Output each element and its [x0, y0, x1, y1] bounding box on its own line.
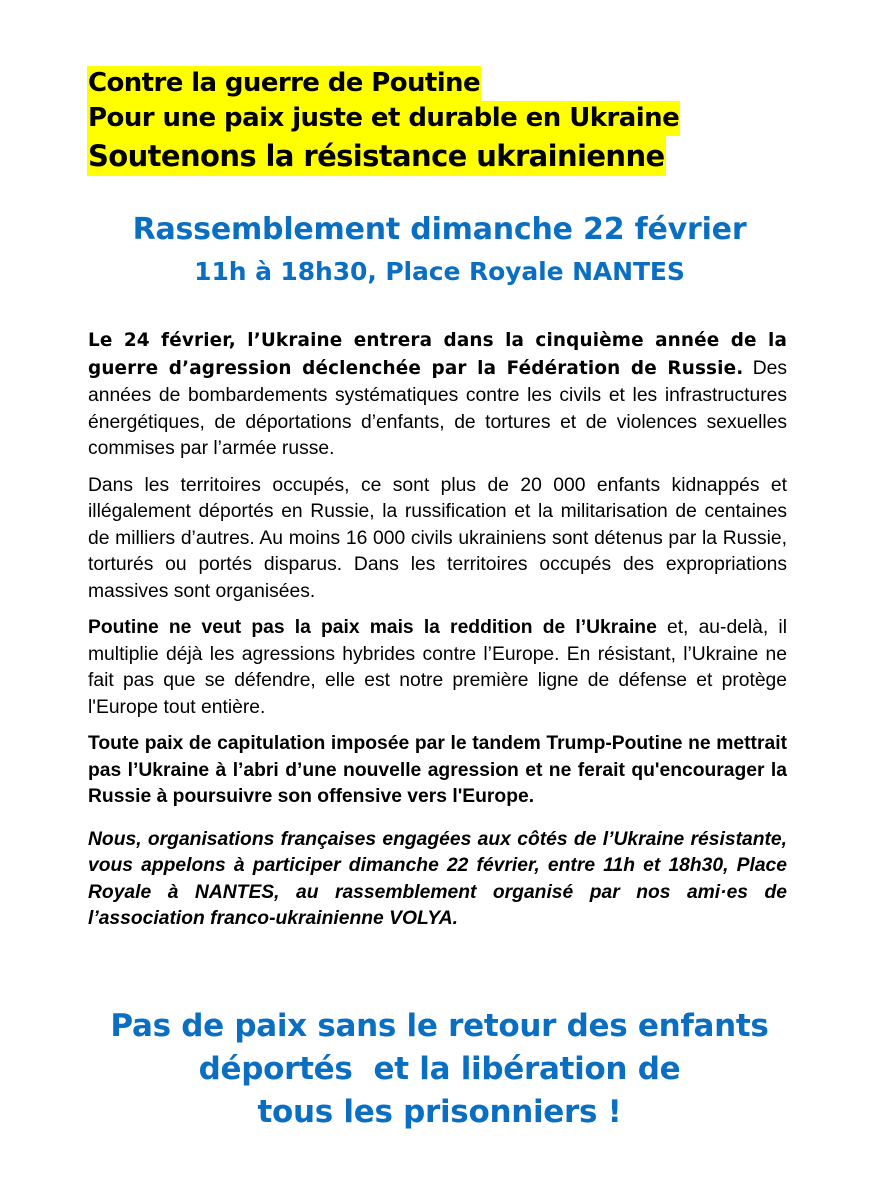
paragraph-3 — [88, 615, 787, 721]
paragraph-5: Nous, organisations françaises engagées aux côtés de l’Ukraine résistante, vous appelons à participer dimanche 22 février, entre 11h et 18h30, Place Royale à NANTES, au rassemblement organisé par nos ami·es de l’association franco-ukrainienne VOLYA. — [88, 828, 787, 929]
event-title: Rassemblement dimanche 22 février — [132, 212, 747, 247]
closing-slogan — [0, 1005, 879, 1134]
paragraph-3-bold: Poutine ne veut pas la paix mais la reddition de l’Ukraine — [88, 617, 657, 638]
paragraph-1-rest: Des années de bombardements systématiques contre les civils et les infrastructures énergétiques, de déportations d’enfants, de tortures et de violences sexuelles commises par l’armée russe. — [88, 358, 787, 459]
paragraph-1-lead: Le 24 février, l’Ukraine entrera dans la cinquième année de la guerre d’agression déclenchée par la Fédération de Russie. — [88, 330, 787, 379]
headline-2: Pour une paix juste et durable en Ukraine — [87, 101, 680, 136]
paragraph-4: Toute paix de capitulation imposée par le tandem Trump-Poutine ne mettrait pas l’Ukraine à l’abri d’une nouvelle agression et ne ferait qu'encourager la Russie à poursuivre son offensive vers l'Europe. — [88, 733, 787, 807]
headline-block — [87, 66, 680, 176]
closing-line-3: tous les prisonniers ! — [257, 1094, 622, 1130]
closing-line-2: déportés et la libération de — [198, 1051, 681, 1087]
headline-1: Contre la guerre de Poutine — [87, 66, 481, 101]
headline-3: Soutenons la résistance ukrainienne — [87, 136, 666, 176]
paragraph-1 — [88, 327, 787, 463]
event-time-place: 11h à 18h30, Place Royale NANTES — [194, 257, 685, 286]
closing-line-1: Pas de paix sans le retour des enfants — [110, 1008, 769, 1044]
paragraph-2: Dans les territoires occupés, ce sont plus de 20 000 enfants kidnappés et illégalement déportés en Russie, la russification et la militarisation de centaines de milliers d’autres. Au moins 16 000 civils ukrainiens sont détenus par la Russie, torturés ou portés disparus. Dans les territoires occupés des expropriations massives sont organisées. — [88, 474, 787, 602]
paragraph-3-rest: et, au-delà, il multiplie déjà les agressions hybrides contre l’Europe. En résistant, l’Ukraine ne fait pas que se défendre, elle est notre première ligne de défense et protège l'Europe tout entière. — [88, 617, 787, 718]
body-text — [88, 327, 787, 943]
